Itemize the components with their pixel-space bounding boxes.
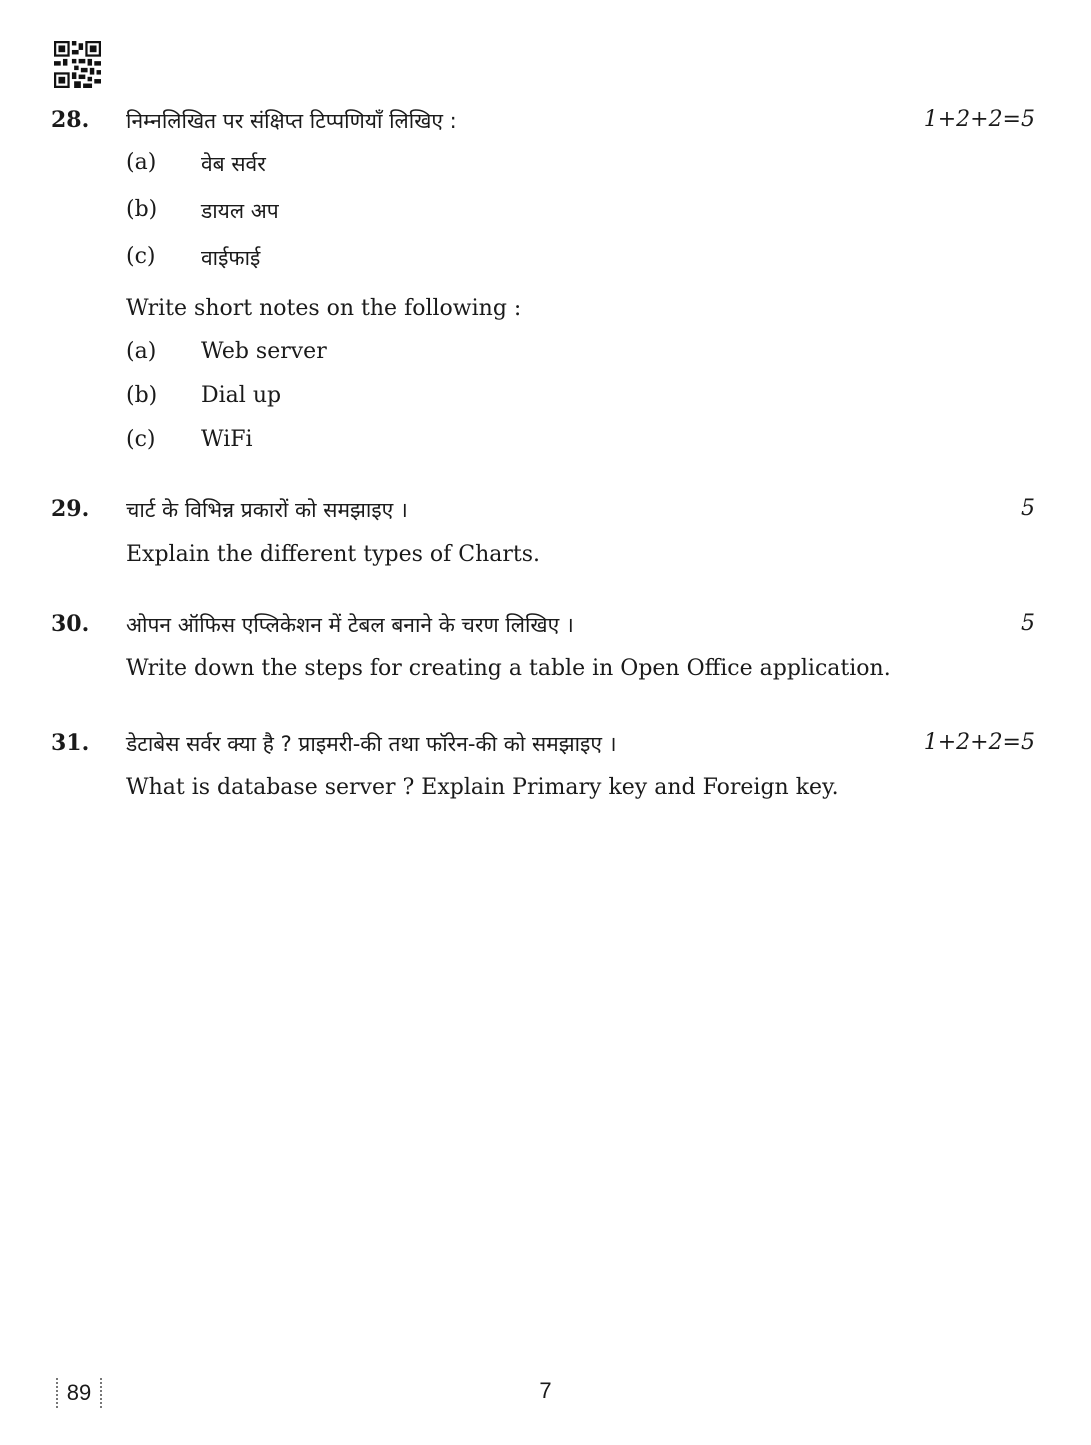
option-label: (c) xyxy=(126,244,156,269)
question-text-hindi: निम्नलिखित पर संक्षिप्त टिप्पणियाँ लिखिए : xyxy=(126,109,457,133)
option-text-english: WiFi xyxy=(201,427,253,452)
paper-code: 89 xyxy=(56,1378,102,1408)
option-label: (a) xyxy=(126,150,157,175)
option-text-hindi: वाईफाई xyxy=(201,246,261,270)
option-text-english: Web server xyxy=(201,339,327,364)
question-text-english: Write short notes on the following : xyxy=(126,296,522,321)
option-label: (b) xyxy=(126,383,158,408)
question-number: 30. xyxy=(51,611,90,637)
question-text-hindi: चार्ट के विभिन्न प्रकारों को समझाइए । xyxy=(126,498,408,522)
question-text-english: What is database server ? Explain Primary key and Foreign key. xyxy=(126,775,839,800)
question-marks: 5 xyxy=(1021,611,1035,636)
question-number: 28. xyxy=(51,107,90,133)
question-number: 29. xyxy=(51,496,90,522)
question-marks: 1+2+2=5 xyxy=(923,107,1035,132)
question-text-hindi: ओपन ऑफिस एप्लिकेशन में टेबल बनाने के चरण लिखिए । xyxy=(126,613,574,637)
option-label: (b) xyxy=(126,197,158,222)
option-label: (c) xyxy=(126,427,156,452)
question-text-hindi: डेटाबेस सर्वर क्या है ? प्राइमरी-की तथा फॉरेन-की को समझाइए । xyxy=(126,732,617,756)
qr-code-icon xyxy=(54,41,101,88)
question-text-english: Explain the different types of Charts. xyxy=(126,542,541,567)
question-number: 31. xyxy=(51,730,90,756)
page-number: 7 xyxy=(539,1378,552,1403)
question-marks: 5 xyxy=(1021,496,1035,521)
option-text-hindi: डायल अप xyxy=(201,199,279,223)
question-text-english: Write down the steps for creating a table in Open Office application. xyxy=(126,656,891,681)
question-marks: 1+2+2=5 xyxy=(923,730,1035,755)
option-label: (a) xyxy=(126,339,157,364)
option-text-english: Dial up xyxy=(201,383,282,408)
option-text-hindi: वेब सर्वर xyxy=(201,152,266,176)
